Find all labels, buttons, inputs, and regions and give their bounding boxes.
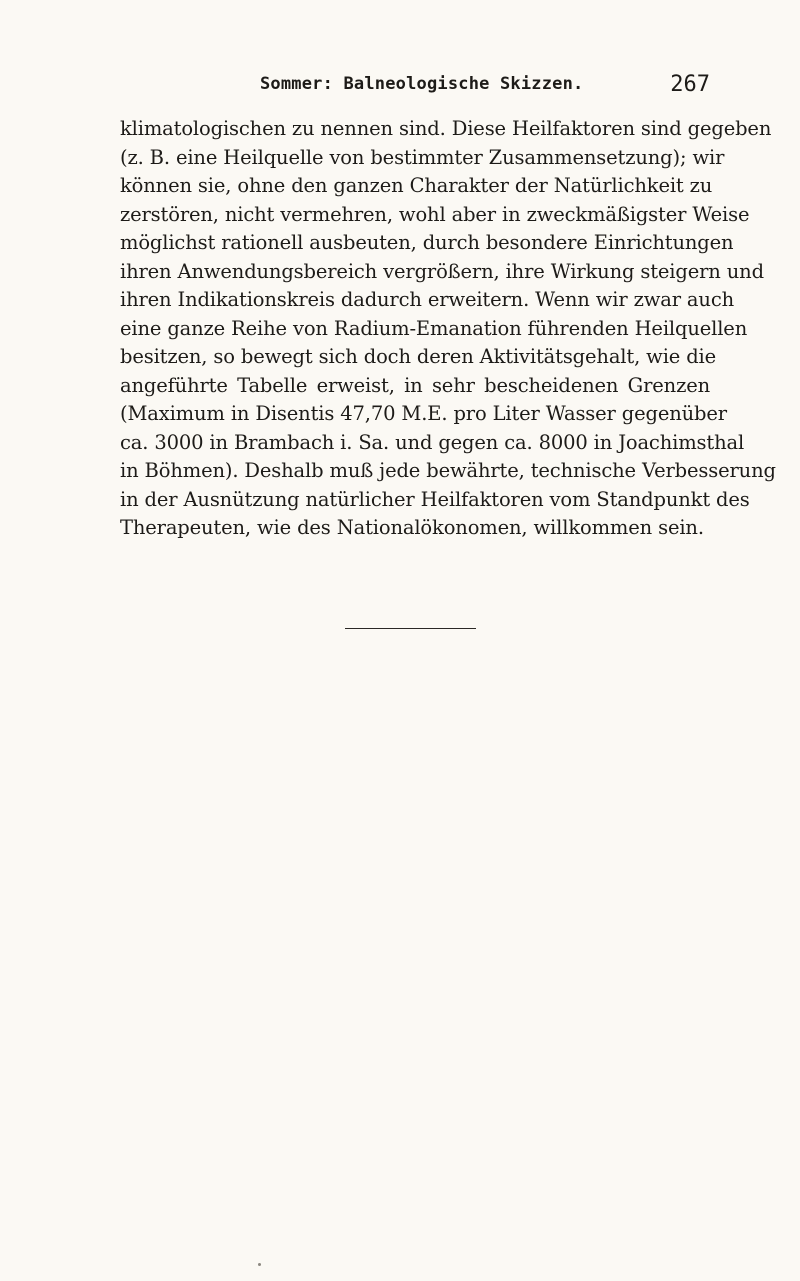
text-line: angeführte Tabelle erweist, in sehr bescheidenen Grenzen [120, 373, 710, 397]
text-line: (Maximum in Disentis 47,70 M.E. pro Liter Wasser gegenüber [120, 402, 727, 425]
text-line: besitzen, so bewegt sich doch deren Aktivitätsgehalt, wie die [120, 345, 717, 368]
print-speck [258, 1263, 261, 1266]
text-line: (z. B. eine Heilquelle von bestimmter Zusammensetzung); wir [120, 145, 725, 169]
text-line: in Böhmen). Deshalb muß jede bewährte, technische Verbesserung [120, 459, 776, 482]
text-line: zerstören, nicht vermehren, wohl aber in zweckmäßigster Weise [120, 202, 750, 226]
text-line: ihren Anwendungsbereich vergrößern, ihre Wirkung steigern und [120, 259, 764, 283]
running-head [120, 74, 710, 104]
text-line: Therapeuten, wie des Nationalökonomen, willkommen sein. [120, 516, 704, 539]
section-divider-rule [345, 628, 476, 629]
text-line: möglichst rationell ausbeuten, durch besondere Einrichtungen [120, 231, 734, 254]
text-line: ihren Indikationskreis dadurch erweitern. Wenn wir zwar auch [120, 288, 735, 311]
text-line: eine ganze Reihe von Radium-Emanation führenden Heilquellen [120, 316, 748, 340]
text-line: ca. 3000 in Brambach i. Sa. und gegen ca. 8000 in Joachimsthal [120, 430, 745, 454]
page-number: 267 [670, 72, 710, 97]
text-line: klimatologischen zu nennen sind. Diese Heilfaktoren sind gegeben [120, 117, 772, 140]
running-title: Sommer: Balneologische Skizzen. [260, 74, 584, 94]
text-line: können sie, ohne den ganzen Charakter der Natürlichkeit zu [120, 174, 713, 197]
text-line: in der Ausnützung natürlicher Heilfaktoren vom Standpunkt des [120, 487, 750, 511]
body-paragraph [120, 115, 776, 543]
